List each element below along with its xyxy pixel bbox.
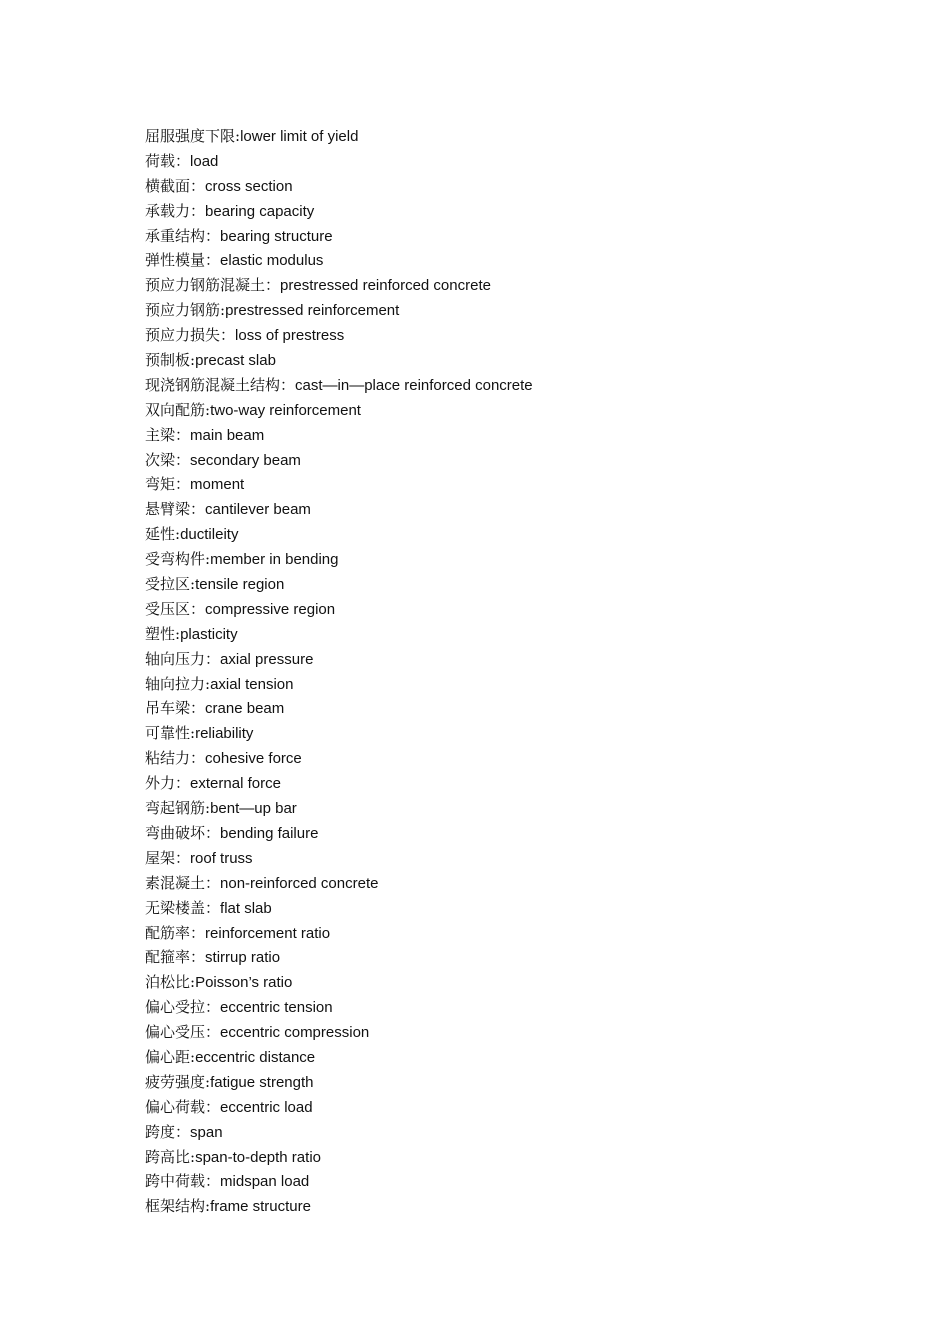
term-chinese: 跨高比 xyxy=(145,1147,191,1166)
term-english: cohesive force xyxy=(205,750,302,768)
term-separator: ： xyxy=(205,251,221,270)
term-separator: ： xyxy=(220,326,236,345)
term-english: member in bending xyxy=(210,551,339,569)
term-separator: ： xyxy=(175,450,191,469)
glossary-entry xyxy=(145,995,533,1020)
term-chinese: 荷载 xyxy=(145,151,176,170)
term-separator: ： xyxy=(205,823,221,842)
term-english: stirrup ratio xyxy=(205,949,281,967)
term-english: cast—in—place reinforced concrete xyxy=(295,376,533,394)
term-english: span xyxy=(190,1123,223,1141)
term-separator: ： xyxy=(205,1023,221,1042)
term-english: Poisson’s ratio xyxy=(195,974,293,992)
glossary-entry xyxy=(145,821,533,846)
glossary-entry xyxy=(145,423,533,448)
glossary-entry xyxy=(145,273,533,298)
term-english: bearing capacity xyxy=(205,202,315,220)
term-english: loss of prestress xyxy=(235,327,345,345)
glossary-entry xyxy=(145,896,533,921)
glossary-entry xyxy=(145,1070,533,1095)
term-chinese: 预应力损失 xyxy=(145,326,221,345)
term-english: main beam xyxy=(190,426,265,444)
term-english: secondary beam xyxy=(190,451,301,469)
term-english: load xyxy=(190,152,219,170)
glossary-entry xyxy=(145,846,533,871)
term-separator: : xyxy=(205,674,211,693)
term-english: eccentric distance xyxy=(195,1048,316,1066)
glossary-entry xyxy=(145,945,533,970)
term-chinese: 外力 xyxy=(145,774,176,793)
glossary-entry xyxy=(145,497,533,522)
term-english: lower limit of yield xyxy=(240,128,359,145)
term-chinese: 塑性 xyxy=(145,624,176,643)
term-separator: : xyxy=(190,575,196,594)
term-chinese: 预制板 xyxy=(145,351,191,370)
term-separator: ： xyxy=(190,699,206,718)
term-chinese: 弯曲破坏 xyxy=(145,823,206,842)
term-chinese: 延性 xyxy=(145,525,176,544)
glossary-entry xyxy=(145,224,533,249)
term-chinese: 轴向拉力 xyxy=(145,674,206,693)
term-separator: ： xyxy=(175,151,191,170)
term-english: flat slab xyxy=(220,899,272,917)
term-chinese: 预应力钢筋 xyxy=(145,301,221,320)
term-separator: : xyxy=(190,351,196,370)
term-english: moment xyxy=(190,476,245,494)
glossary-entry xyxy=(145,921,533,946)
term-english: plasticity xyxy=(180,625,238,643)
term-english: two-way reinforcement xyxy=(210,401,361,419)
term-separator: ： xyxy=(175,774,191,793)
term-chinese: 配筋率 xyxy=(145,923,191,942)
term-english: reliability xyxy=(195,725,254,743)
term-chinese: 受弯构件 xyxy=(145,550,206,569)
term-separator: ： xyxy=(175,1122,191,1141)
term-separator: : xyxy=(220,301,226,320)
term-english: axial pressure xyxy=(220,650,314,668)
term-chinese: 双向配筋 xyxy=(145,400,206,419)
term-english: bent—up bar xyxy=(210,800,297,818)
term-chinese: 轴向压力 xyxy=(145,649,206,668)
term-separator: ： xyxy=(205,898,221,917)
term-separator: : xyxy=(205,1197,211,1216)
term-chinese: 受拉区 xyxy=(145,575,191,594)
term-english: bending failure xyxy=(220,824,319,842)
term-chinese: 跨度 xyxy=(145,1122,176,1141)
term-chinese: 横截面 xyxy=(145,176,191,195)
term-separator: : xyxy=(205,799,211,818)
glossary-entry xyxy=(145,373,533,398)
term-chinese: 偏心距 xyxy=(145,1047,191,1066)
glossary-entry xyxy=(145,771,533,796)
term-chinese: 承载力 xyxy=(145,201,191,220)
glossary-entry xyxy=(145,199,533,224)
term-chinese: 配箍率 xyxy=(145,948,191,967)
term-english: eccentric load xyxy=(220,1098,313,1116)
glossary-entry xyxy=(145,672,533,697)
glossary-entry xyxy=(145,647,533,672)
term-separator: : xyxy=(175,624,181,643)
glossary-entry xyxy=(145,448,533,473)
term-separator: ： xyxy=(175,425,191,444)
glossary-entry xyxy=(145,572,533,597)
term-english: axial tension xyxy=(210,675,294,693)
term-english: compressive region xyxy=(205,600,336,618)
term-separator: ： xyxy=(190,500,206,519)
glossary-entry xyxy=(145,1194,533,1219)
glossary-entry xyxy=(145,323,533,348)
term-english: tensile region xyxy=(195,576,285,594)
term-separator: ： xyxy=(190,176,206,195)
glossary-entry xyxy=(145,1095,533,1120)
glossary-entry xyxy=(145,248,533,273)
term-english: frame structure xyxy=(210,1198,311,1216)
glossary-entry xyxy=(145,1045,533,1070)
glossary-entry xyxy=(145,597,533,622)
term-english: roof truss xyxy=(190,849,253,867)
term-chinese: 弹性模量 xyxy=(145,251,206,270)
term-separator: ： xyxy=(175,848,191,867)
term-separator: ： xyxy=(265,276,281,295)
term-separator: ： xyxy=(190,923,206,942)
term-separator: ： xyxy=(205,873,221,892)
term-english: non-reinforced concrete xyxy=(220,874,379,892)
term-separator: : xyxy=(205,550,211,569)
term-english: prestressed reinforcement xyxy=(225,302,400,320)
glossary-entry xyxy=(145,174,533,199)
glossary-entry xyxy=(145,1020,533,1045)
term-separator: ： xyxy=(205,998,221,1017)
glossary-entry xyxy=(145,871,533,896)
term-english: eccentric tension xyxy=(220,999,333,1017)
term-chinese: 现浇钢筋混凝土结构 xyxy=(145,375,281,394)
term-chinese: 主梁 xyxy=(145,425,176,444)
term-chinese: 次梁 xyxy=(145,450,176,469)
term-english: cantilever beam xyxy=(205,501,311,519)
term-separator: ： xyxy=(190,749,206,768)
term-chinese: 泊松比 xyxy=(145,973,191,992)
term-chinese: 无梁楼盖 xyxy=(145,898,206,917)
term-english: cross section xyxy=(205,177,293,195)
glossary-entry xyxy=(145,721,533,746)
term-chinese: 偏心受压 xyxy=(145,1023,206,1042)
term-english: precast slab xyxy=(195,352,276,370)
term-separator: : xyxy=(235,127,241,145)
term-english: bearing structure xyxy=(220,227,333,245)
term-chinese: 框架结构 xyxy=(145,1197,206,1216)
term-separator: : xyxy=(190,973,196,992)
glossary-entry xyxy=(145,1145,533,1170)
term-separator: ： xyxy=(205,1097,221,1116)
glossary-entry xyxy=(145,348,533,373)
term-english: crane beam xyxy=(205,700,285,718)
term-chinese: 屈服强度下限 xyxy=(145,127,236,145)
term-separator: : xyxy=(190,1147,196,1166)
term-chinese: 粘结力 xyxy=(145,749,191,768)
term-separator: ： xyxy=(190,948,206,967)
glossary-entry xyxy=(145,696,533,721)
term-chinese: 受压区 xyxy=(145,599,191,618)
term-separator: ： xyxy=(205,226,221,245)
term-separator: ： xyxy=(190,201,206,220)
term-english: fatigue strength xyxy=(210,1073,314,1091)
glossary-entry xyxy=(145,522,533,547)
term-english: midspan load xyxy=(220,1173,310,1191)
term-chinese: 跨中荷载 xyxy=(145,1172,206,1191)
term-separator: ： xyxy=(205,1172,221,1191)
term-chinese: 弯矩 xyxy=(145,475,176,494)
glossary-entry xyxy=(145,1169,533,1194)
term-chinese: 素混凝土 xyxy=(145,873,206,892)
glossary-entry xyxy=(145,547,533,572)
term-chinese: 吊车梁 xyxy=(145,699,191,718)
term-english: prestressed reinforced concrete xyxy=(280,277,491,295)
term-chinese: 悬臂梁 xyxy=(145,500,191,519)
term-separator: : xyxy=(190,724,196,743)
term-chinese: 预应力钢筋混凝土 xyxy=(145,276,266,295)
term-separator: ： xyxy=(190,599,206,618)
term-separator: : xyxy=(175,525,181,544)
term-english: reinforcement ratio xyxy=(205,924,331,942)
term-english: span-to-depth ratio xyxy=(195,1148,321,1166)
glossary-list xyxy=(145,124,533,1219)
glossary-entry xyxy=(145,398,533,423)
term-chinese: 弯起钢筋 xyxy=(145,799,206,818)
glossary-entry xyxy=(145,124,533,149)
term-chinese: 屋架 xyxy=(145,848,176,867)
term-chinese: 偏心受拉 xyxy=(145,998,206,1017)
term-chinese: 偏心荷载 xyxy=(145,1097,206,1116)
term-separator: ： xyxy=(175,475,191,494)
glossary-entry xyxy=(145,622,533,647)
term-english: elastic modulus xyxy=(220,252,324,270)
glossary-entry xyxy=(145,746,533,771)
term-english: ductileity xyxy=(180,526,239,544)
term-chinese: 疲劳强度 xyxy=(145,1072,206,1091)
glossary-entry xyxy=(145,298,533,323)
term-separator: ： xyxy=(280,375,296,394)
term-english: external force xyxy=(190,775,281,793)
term-chinese: 承重结构 xyxy=(145,226,206,245)
term-chinese: 可靠性 xyxy=(145,724,191,743)
term-separator: : xyxy=(205,400,211,419)
glossary-entry xyxy=(145,149,533,174)
glossary-entry xyxy=(145,472,533,497)
term-english: eccentric compression xyxy=(220,1024,370,1042)
term-separator: : xyxy=(205,1072,211,1091)
glossary-entry xyxy=(145,796,533,821)
glossary-entry xyxy=(145,1120,533,1145)
term-separator: ： xyxy=(205,649,221,668)
glossary-entry xyxy=(145,970,533,995)
term-separator: : xyxy=(190,1047,196,1066)
